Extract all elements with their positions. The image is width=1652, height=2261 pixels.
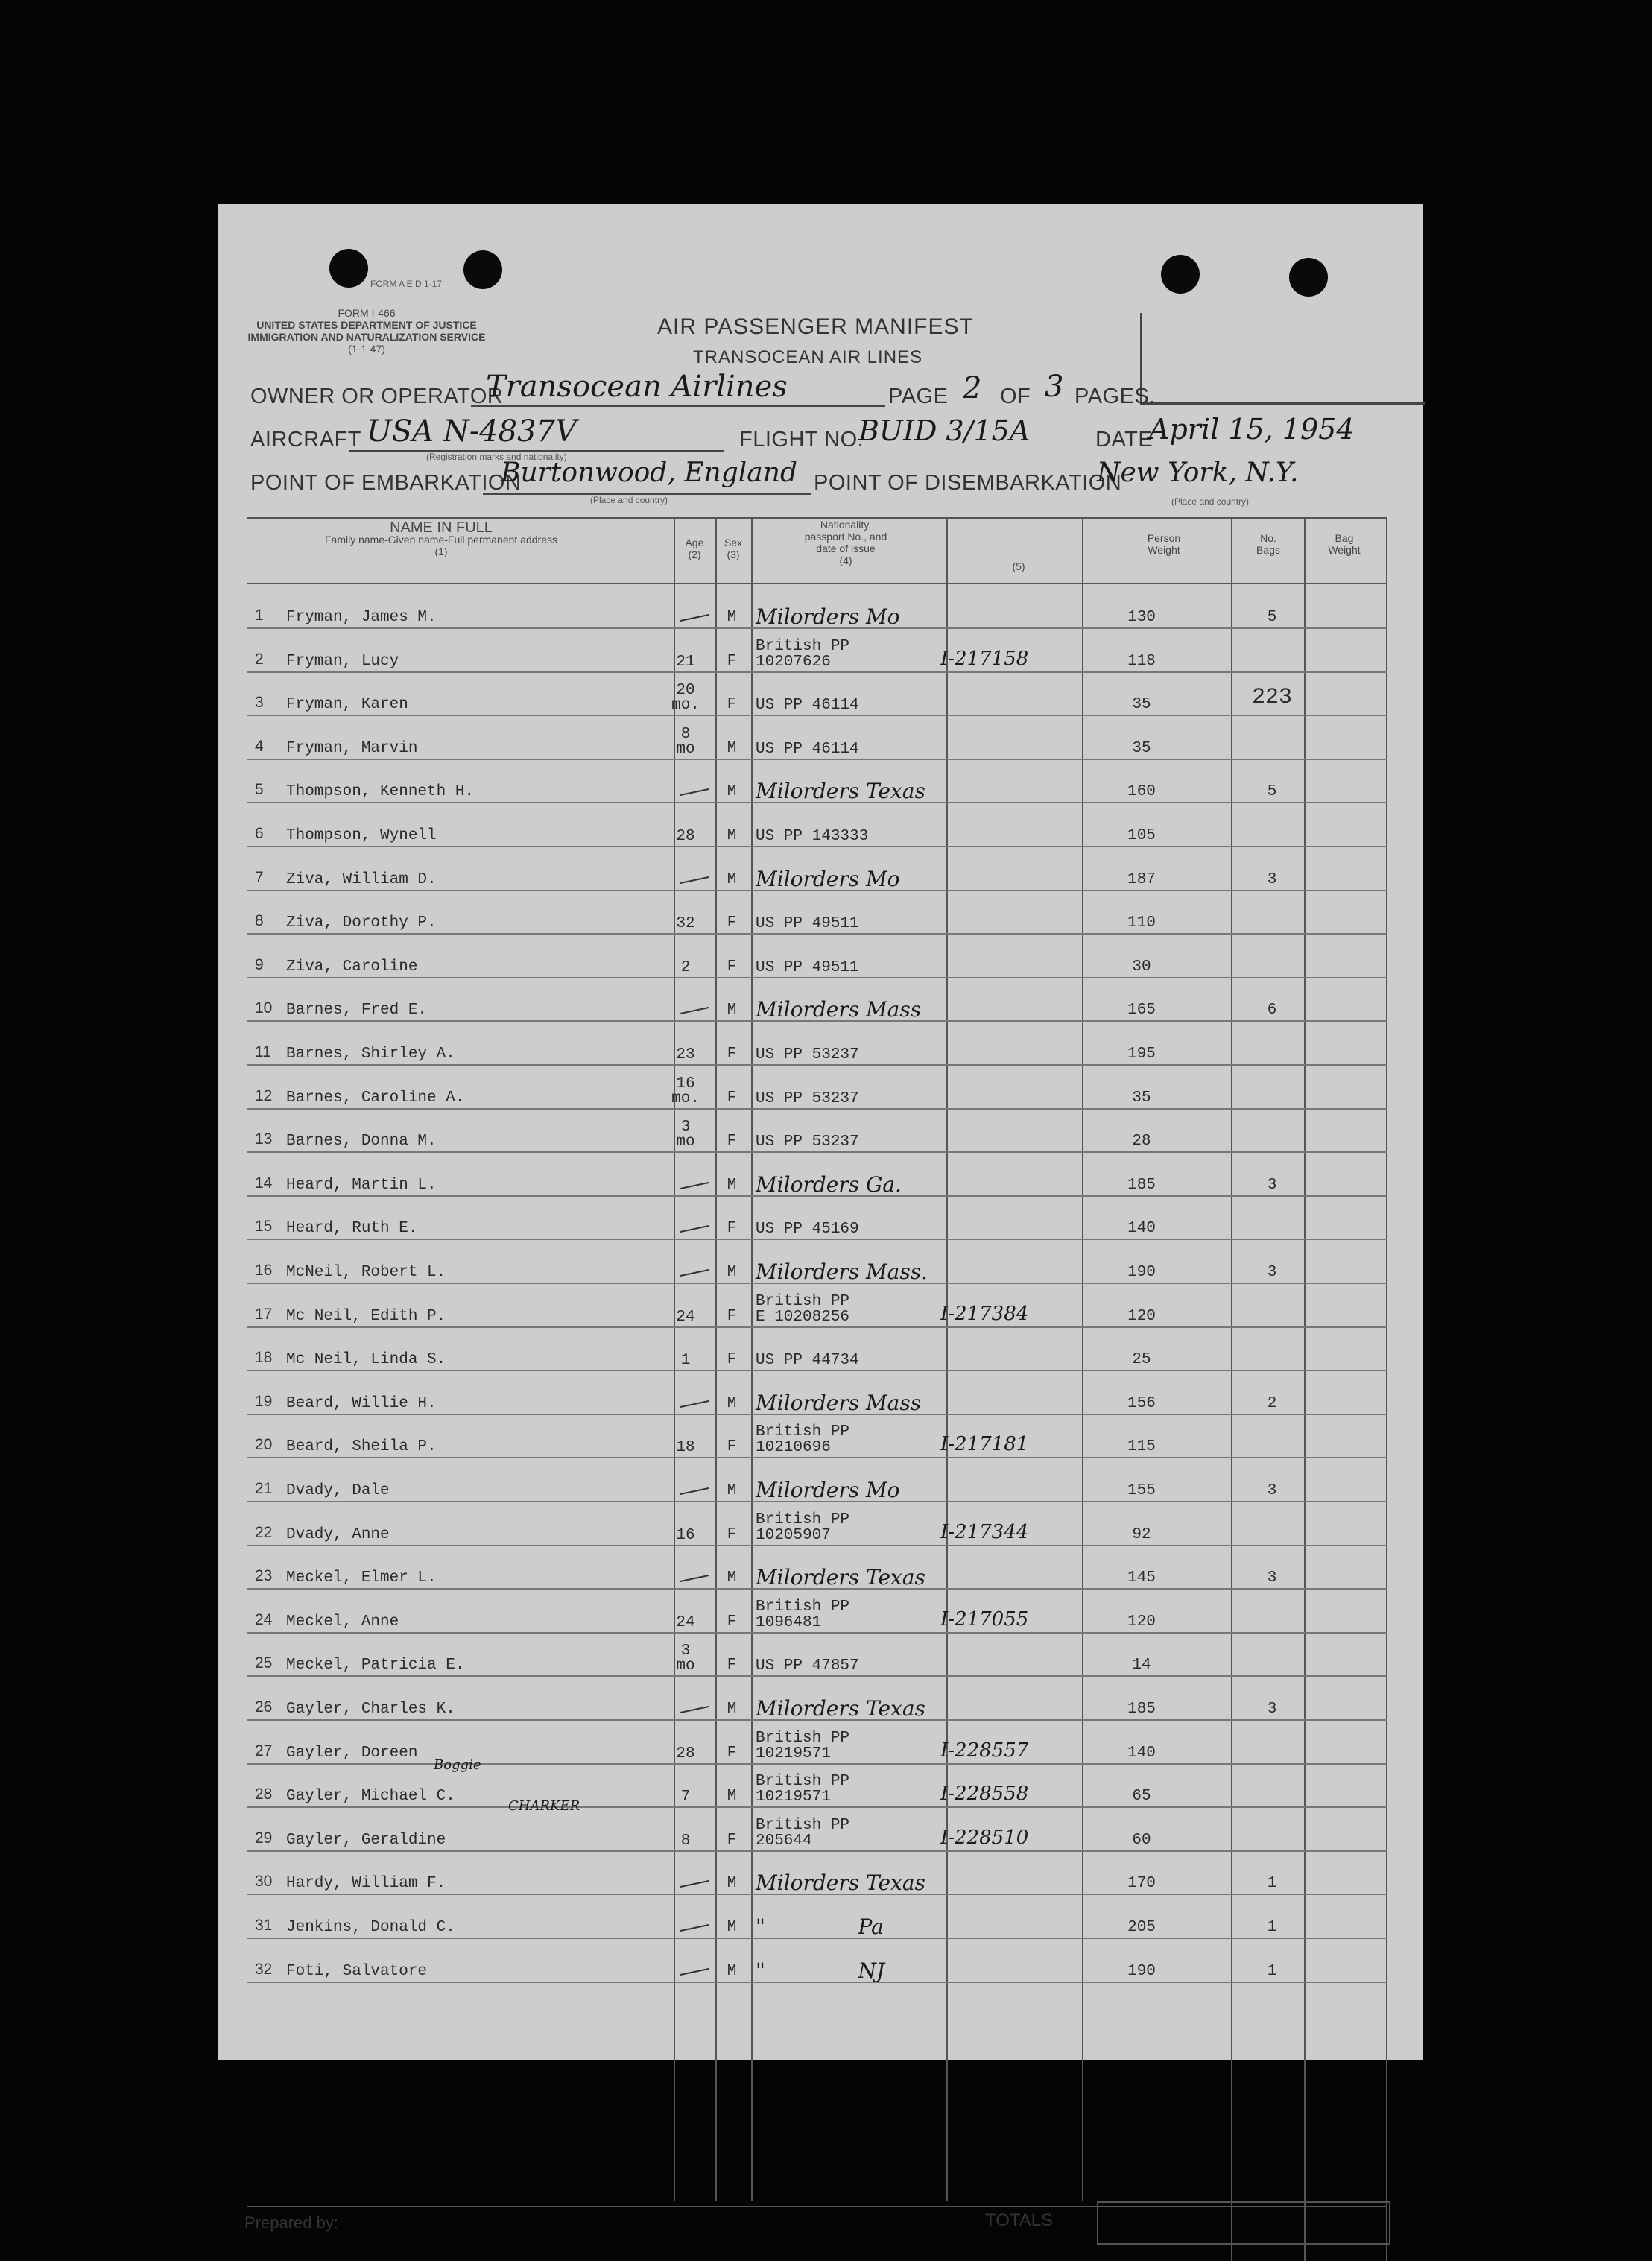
- row-number: 26: [255, 1698, 273, 1715]
- table-row: [247, 1326, 1387, 1371]
- person-weight: 120: [1127, 1613, 1156, 1631]
- passenger-name: Heard, Ruth E.: [286, 1220, 418, 1238]
- passenger-sex: M: [727, 1701, 737, 1718]
- row-number: 28: [255, 1786, 273, 1803]
- form-code: FORM A E D 1-17: [370, 279, 443, 289]
- bag-count: 2: [1267, 1394, 1277, 1412]
- table-row: [247, 1720, 1387, 1765]
- bag-count: 3: [1267, 870, 1277, 888]
- passenger-age: 3 mo: [676, 1119, 695, 1151]
- row-number: 10: [255, 999, 273, 1017]
- passport-info: US PP 53237: [756, 1133, 859, 1151]
- passenger-sex: F: [727, 1220, 737, 1238]
- row-number: 30: [255, 1873, 273, 1891]
- flight-label: FLIGHT NO.: [739, 428, 864, 452]
- nationality-handwritten: Milorders Texas: [756, 779, 925, 804]
- passenger-sex: F: [727, 1089, 737, 1107]
- age-dash-mark: [680, 1967, 709, 1975]
- col-age-label: Age: [685, 537, 704, 548]
- passenger-sex: M: [727, 1875, 737, 1893]
- age-dash-mark: [680, 1400, 709, 1408]
- passenger-name: Mc Neil, Edith P.: [286, 1307, 446, 1325]
- passenger-name: Meckel, Anne: [286, 1613, 399, 1631]
- passenger-age: 18: [676, 1439, 695, 1457]
- row-number: 14: [255, 1174, 273, 1192]
- passenger-sex: F: [727, 1613, 737, 1631]
- passport-info: US PP 46114: [756, 697, 859, 715]
- person-weight: 110: [1127, 914, 1156, 932]
- table-row: [247, 1938, 1387, 1983]
- passenger-name: Gayler, Michael C.: [286, 1788, 455, 1806]
- date-value: April 15, 1954: [1149, 413, 1355, 446]
- col-bags-line1: No.: [1260, 532, 1276, 544]
- table-row: [247, 1676, 1387, 1721]
- passport-info: British PP 10219571: [756, 1729, 850, 1762]
- table-row: [247, 1414, 1387, 1458]
- row-number: 8: [255, 912, 264, 930]
- passenger-sex: F: [727, 1351, 737, 1369]
- pages-label: PAGES.: [1075, 385, 1156, 408]
- bag-count: 3: [1267, 1701, 1277, 1718]
- row-number: 31: [255, 1917, 273, 1934]
- table-row: [247, 977, 1387, 1022]
- passenger-name: Mc Neil, Linda S.: [286, 1351, 446, 1369]
- aircraft-sub: (Registration marks and nationality): [426, 452, 567, 462]
- passenger-sex: F: [727, 1525, 737, 1543]
- embark-label: POINT OF EMBARKATION: [250, 471, 522, 495]
- passport-info: British PP 10219571: [756, 1773, 850, 1806]
- owner-value: Transocean Airlines: [486, 370, 788, 404]
- passenger-name: Dvady, Dale: [286, 1482, 390, 1499]
- passenger-name: Gayler, Geraldine: [286, 1831, 446, 1849]
- col-age-num: (2): [688, 548, 701, 560]
- table-row: [247, 1757, 1387, 1808]
- col-5-header: (5): [1012, 560, 1025, 572]
- age-dash-mark: [680, 788, 709, 796]
- passenger-age: 28: [676, 828, 695, 845]
- col-bagw-line1: Bag: [1335, 532, 1354, 544]
- passenger-sex: M: [727, 1176, 737, 1194]
- person-weight: 14: [1132, 1657, 1151, 1675]
- passport-info: US PP 53237: [756, 1090, 859, 1107]
- passenger-sex: M: [727, 1962, 737, 1980]
- owner-label: OWNER OR OPERATOR: [250, 385, 504, 408]
- nationality-handwritten: Milorders Mass: [756, 997, 922, 1022]
- col-name-title: NAME IN FULL: [390, 519, 493, 536]
- person-weight: 185: [1127, 1176, 1156, 1194]
- passenger-age: 8 mo: [676, 725, 695, 758]
- passport-info: US PP 53237: [756, 1046, 859, 1063]
- embark-sub: (Place and country): [590, 495, 668, 505]
- passenger-name: Beard, Willie H.: [286, 1394, 437, 1412]
- passenger-age: 24: [676, 1613, 695, 1631]
- prepared-by-label: Prepared by:: [244, 2213, 338, 2232]
- row-number: 9: [255, 955, 264, 973]
- passenger-name: Hardy, William F.: [286, 1875, 446, 1893]
- date-label: DATE: [1095, 428, 1153, 452]
- passenger-sex: M: [727, 1264, 737, 1281]
- passenger-sex: M: [727, 1788, 737, 1806]
- passport-info: US PP 44734: [756, 1352, 859, 1370]
- person-weight: 195: [1127, 1046, 1156, 1063]
- form-date-code: (1-1-47): [348, 343, 385, 355]
- table-row: [247, 1370, 1387, 1415]
- passport-info: British PP 10207626: [756, 637, 850, 671]
- row-number: 7: [255, 868, 264, 886]
- passport-info: US PP 49511: [756, 958, 859, 976]
- alien-registration-number: I-217158: [940, 647, 1029, 670]
- col-sex-label: Sex: [724, 537, 743, 548]
- passport-info: British PP 10210696: [756, 1423, 850, 1457]
- nationality-handwritten: Milorders Texas: [756, 1565, 925, 1590]
- bag-count: 1: [1267, 1962, 1277, 1980]
- passenger-sex: M: [727, 1394, 737, 1412]
- bag-count: 1: [1267, 1919, 1277, 1936]
- row-number: 32: [255, 1960, 273, 1978]
- passport-info: British PP E 10208256: [756, 1292, 850, 1326]
- page-value: 2: [963, 371, 982, 405]
- alien-registration-number: I-217384: [940, 1302, 1029, 1325]
- row-number: 13: [255, 1130, 273, 1148]
- passenger-sex: M: [727, 1482, 737, 1499]
- row-number: 22: [255, 1523, 273, 1541]
- flight-value: BUID 3/15A: [858, 414, 1031, 447]
- row-number: 24: [255, 1610, 273, 1628]
- alien-registration-number: I-217344: [940, 1520, 1029, 1543]
- passenger-name: Beard, Sheila P.: [286, 1438, 437, 1456]
- row-number: 29: [255, 1829, 273, 1847]
- person-weight: 60: [1132, 1831, 1151, 1849]
- col-bags-line2: Bags: [1256, 544, 1280, 556]
- person-weight: 35: [1132, 739, 1151, 757]
- service: IMMIGRATION AND NATURALIZATION SERVICE: [247, 331, 486, 343]
- totals-label: TOTALS: [985, 2210, 1054, 2230]
- person-weight: 140: [1127, 1220, 1156, 1238]
- person-weight: 115: [1127, 1438, 1156, 1456]
- nationality-handwritten: Milorders Mo: [756, 604, 900, 629]
- person-weight: 28: [1132, 1133, 1151, 1151]
- table-row: [247, 847, 1387, 891]
- person-weight: 105: [1127, 827, 1156, 844]
- row-number: 27: [255, 1742, 273, 1759]
- age-dash-mark: [680, 1007, 709, 1014]
- table-row: [247, 1632, 1387, 1677]
- table-row: [247, 1065, 1387, 1110]
- row-number: 3: [255, 694, 264, 712]
- passenger-sex: F: [727, 1046, 737, 1063]
- table-row: [247, 1458, 1387, 1502]
- of-label: OF: [1000, 385, 1031, 408]
- row-number: 2: [255, 650, 264, 668]
- col-nat-line1: Nationality,: [820, 519, 872, 531]
- row-number: 4: [255, 737, 264, 755]
- col-name-sub: Family name-Given name-Full permanent address: [324, 534, 557, 546]
- passenger-sex: F: [727, 1831, 737, 1849]
- nationality-handwritten: Milorders Mo: [756, 1478, 900, 1502]
- person-weight: 92: [1132, 1525, 1151, 1543]
- form-number: FORM I-466: [338, 307, 396, 319]
- table-row: [247, 628, 1387, 673]
- passenger-name: Ziva, Caroline: [286, 958, 418, 975]
- alien-registration-number: I-228510: [940, 1826, 1029, 1849]
- embark-value: Burtonwood, England: [501, 458, 797, 488]
- passenger-age: 7: [680, 1789, 691, 1806]
- row-number: 20: [255, 1436, 273, 1454]
- age-dash-mark: [680, 1269, 709, 1277]
- person-weight: 156: [1127, 1394, 1156, 1412]
- table-row: [247, 759, 1387, 803]
- bag-count: 6: [1267, 1002, 1277, 1019]
- passenger-name: Jenkins, Donald C.: [286, 1919, 455, 1936]
- person-weight: 165: [1127, 1002, 1156, 1019]
- person-weight: 145: [1127, 1569, 1156, 1587]
- passenger-table: [218, 204, 1423, 2060]
- col-sex-num: (3): [727, 548, 740, 560]
- age-dash-mark: [680, 1487, 709, 1495]
- bag-count: 223: [1251, 685, 1292, 711]
- row-number: 21: [255, 1480, 273, 1497]
- passenger-name: Barnes, Caroline A.: [286, 1089, 465, 1107]
- passenger-name: McNeil, Robert L.: [286, 1264, 446, 1281]
- passport-info: British PP 10205907: [756, 1511, 850, 1544]
- passenger-age: 16: [676, 1526, 695, 1544]
- passenger-name: Thompson, Kenneth H.: [286, 783, 475, 801]
- passenger-age: 1: [680, 1352, 691, 1370]
- passenger-sex: M: [727, 1569, 737, 1587]
- alien-registration-number: I-217055: [940, 1607, 1029, 1631]
- passenger-name: Fryman, Lucy: [286, 652, 399, 670]
- bag-count: 5: [1267, 609, 1277, 626]
- row-number: 19: [255, 1392, 273, 1410]
- passenger-sex: F: [727, 1133, 737, 1151]
- passenger-sex: F: [727, 1307, 737, 1325]
- of-value: 3: [1045, 370, 1064, 404]
- passport-info: US PP 47857: [756, 1657, 859, 1675]
- nationality-handwritten: Milorders Mo: [756, 866, 900, 891]
- table-row: [247, 671, 1387, 716]
- disembark-value: New York, N.Y.: [1097, 458, 1299, 488]
- row-number: 6: [255, 825, 264, 842]
- passenger-name: Meckel, Elmer L.: [286, 1569, 437, 1587]
- age-dash-mark: [680, 876, 709, 883]
- col-nat-num: (4): [839, 554, 852, 566]
- totals-divider: [1231, 2201, 1232, 2242]
- person-weight: 170: [1127, 1875, 1156, 1893]
- person-weight: 190: [1127, 1264, 1156, 1281]
- nationality-handwritten: " Pa: [756, 1914, 884, 1939]
- person-weight: 190: [1127, 1962, 1156, 1980]
- age-dash-mark: [680, 1924, 709, 1932]
- disembark-label: POINT OF DISEMBARKATION: [814, 471, 1122, 495]
- table-row: [247, 1021, 1387, 1066]
- airline-name: TRANSOCEAN AIR LINES: [693, 347, 923, 367]
- col-bagw-line2: Weight: [1328, 544, 1361, 556]
- nationality-handwritten: Milorders Mass.: [756, 1259, 928, 1284]
- passport-info: US PP 46114: [756, 740, 859, 758]
- bag-count: 3: [1267, 1482, 1277, 1499]
- manifest-page: [218, 204, 1423, 2232]
- passenger-name: Thompson, Wynell: [286, 827, 437, 844]
- passenger-age: 2: [680, 958, 691, 976]
- passenger-sex: M: [727, 827, 737, 844]
- table-row: [247, 1502, 1387, 1546]
- row-number: 23: [255, 1567, 273, 1585]
- nationality-handwritten: " NJ: [756, 1958, 885, 1983]
- person-weight: 25: [1132, 1351, 1151, 1369]
- age-dash-mark: [680, 1575, 709, 1582]
- passenger-sex: M: [727, 870, 737, 888]
- passenger-name: Gayler, Doreen: [286, 1744, 418, 1762]
- passenger-sex: F: [727, 1744, 737, 1762]
- passenger-name: Gayler, Charles K.: [286, 1701, 455, 1718]
- alien-registration-number: I-217181: [940, 1433, 1029, 1456]
- alien-registration-number: I-228558: [940, 1783, 1029, 1806]
- passenger-name: Barnes, Fred E.: [286, 1002, 428, 1019]
- passenger-name: Dvady, Anne: [286, 1525, 390, 1543]
- aircraft-value: USA N-4837V: [367, 414, 577, 449]
- person-weight: 35: [1132, 696, 1151, 714]
- passenger-name: Meckel, Patricia E.: [286, 1657, 465, 1675]
- passenger-name: Barnes, Donna M.: [286, 1133, 437, 1151]
- department: UNITED STATES DEPARTMENT OF JUSTICE: [256, 319, 477, 331]
- nationality-handwritten: Milorders Mass: [756, 1390, 922, 1415]
- passenger-sex: F: [727, 1438, 737, 1456]
- person-weight: 35: [1132, 1089, 1151, 1107]
- row-number: 16: [255, 1262, 273, 1279]
- nationality-handwritten: Milorders Texas: [756, 1696, 925, 1721]
- passenger-age: 21: [676, 653, 695, 671]
- table-row: [247, 1283, 1387, 1328]
- age-dash-mark: [680, 1880, 709, 1888]
- age-dash-mark: [680, 614, 709, 622]
- passenger-name: Fryman, Marvin: [286, 739, 418, 757]
- age-dash-mark: [680, 1706, 709, 1713]
- passenger-sex: F: [727, 696, 737, 714]
- person-weight: 120: [1127, 1307, 1156, 1325]
- person-weight: 155: [1127, 1482, 1156, 1499]
- bag-count: 3: [1267, 1176, 1277, 1194]
- col-nat-line3: date of issue: [816, 543, 876, 554]
- passenger-name: Fryman, James M.: [286, 609, 437, 626]
- row-number: 25: [255, 1654, 273, 1672]
- alien-registration-number: I-228557: [940, 1739, 1029, 1762]
- passenger-age: 24: [676, 1308, 695, 1326]
- passenger-name: Ziva, William D.: [286, 870, 437, 888]
- age-dash-mark: [680, 1225, 709, 1233]
- handwritten-note: Boggie: [434, 1757, 481, 1774]
- table-row: [247, 1152, 1387, 1197]
- row-number: 1: [255, 607, 264, 624]
- passenger-age: 28: [676, 1745, 695, 1762]
- table-row: [247, 1239, 1387, 1284]
- passenger-name: Foti, Salvatore: [286, 1962, 428, 1980]
- passenger-sex: M: [727, 739, 737, 757]
- passenger-sex: M: [727, 1002, 737, 1019]
- passenger-age: 23: [676, 1046, 695, 1063]
- bag-count: 1: [1267, 1875, 1277, 1893]
- handwritten-note: CHARKER: [508, 1797, 580, 1814]
- person-weight: 140: [1127, 1744, 1156, 1762]
- table-row: [247, 1195, 1387, 1240]
- passenger-age: 3 mo: [676, 1642, 695, 1675]
- disembark-sub: (Place and country): [1171, 496, 1250, 507]
- person-weight: 130: [1127, 609, 1156, 626]
- table-row: [247, 584, 1387, 629]
- passenger-age: 20 mo.: [671, 682, 700, 715]
- row-number: 12: [255, 1087, 273, 1104]
- passenger-name: Ziva, Dorothy P.: [286, 914, 437, 932]
- person-weight: 30: [1132, 958, 1151, 975]
- nationality-handwritten: Milorders Ga.: [756, 1171, 902, 1197]
- passenger-name: Heard, Martin L.: [286, 1176, 437, 1194]
- passport-info: US PP 45169: [756, 1221, 859, 1239]
- bag-count: 5: [1267, 783, 1277, 801]
- page-label: PAGE: [888, 385, 949, 408]
- row-number: 18: [255, 1349, 273, 1367]
- form-title: AIR PASSENGER MANIFEST: [657, 314, 974, 339]
- col-weight-line1: Person: [1147, 532, 1181, 544]
- passenger-name: Fryman, Karen: [286, 696, 408, 714]
- person-weight: 118: [1127, 652, 1156, 670]
- table-row: [247, 715, 1387, 760]
- passenger-sex: M: [727, 783, 737, 801]
- totals-box: [1097, 2201, 1390, 2245]
- col-nat-line2: passport No., and: [804, 531, 887, 543]
- row-number: 15: [255, 1218, 273, 1236]
- person-weight: 65: [1132, 1788, 1151, 1806]
- bag-count: 3: [1267, 1264, 1277, 1281]
- passport-info: British PP 205644: [756, 1816, 850, 1850]
- table-row: [247, 803, 1387, 847]
- passenger-sex: F: [727, 1657, 737, 1675]
- passport-info: US PP 143333: [756, 828, 869, 845]
- passport-info: US PP 49511: [756, 915, 859, 933]
- col-name-num: (1): [434, 546, 448, 557]
- bag-count: 3: [1267, 1569, 1277, 1587]
- row-number: 5: [255, 781, 264, 799]
- passenger-age: 16 mo.: [671, 1075, 700, 1107]
- age-dash-mark: [680, 1182, 709, 1189]
- aircraft-label: AIRCRAFT: [250, 428, 361, 452]
- col-weight-line2: Weight: [1148, 544, 1180, 556]
- table-row: [247, 1894, 1387, 1939]
- passenger-sex: F: [727, 914, 737, 932]
- passenger-sex: F: [727, 958, 737, 975]
- table-row: [247, 1850, 1387, 1895]
- table-row: [247, 1589, 1387, 1634]
- passenger-age: 32: [676, 915, 695, 933]
- person-weight: 160: [1127, 783, 1156, 801]
- person-weight: 205: [1127, 1919, 1156, 1936]
- table-row: [247, 890, 1387, 935]
- row-number: 11: [255, 1043, 271, 1060]
- table-row: [247, 1545, 1387, 1590]
- passenger-sex: M: [727, 609, 737, 626]
- person-weight: 185: [1127, 1701, 1156, 1718]
- table-row: [247, 1108, 1387, 1153]
- passport-info: British PP 1096481: [756, 1598, 850, 1631]
- nationality-handwritten: Milorders Texas: [756, 1871, 925, 1896]
- person-weight: 187: [1127, 870, 1156, 888]
- row-number: 17: [255, 1305, 273, 1323]
- passenger-age: 8: [680, 1832, 691, 1850]
- passenger-name: Barnes, Shirley A.: [286, 1046, 455, 1063]
- passenger-sex: F: [727, 652, 737, 670]
- table-row: [247, 934, 1387, 978]
- passenger-sex: M: [727, 1919, 737, 1936]
